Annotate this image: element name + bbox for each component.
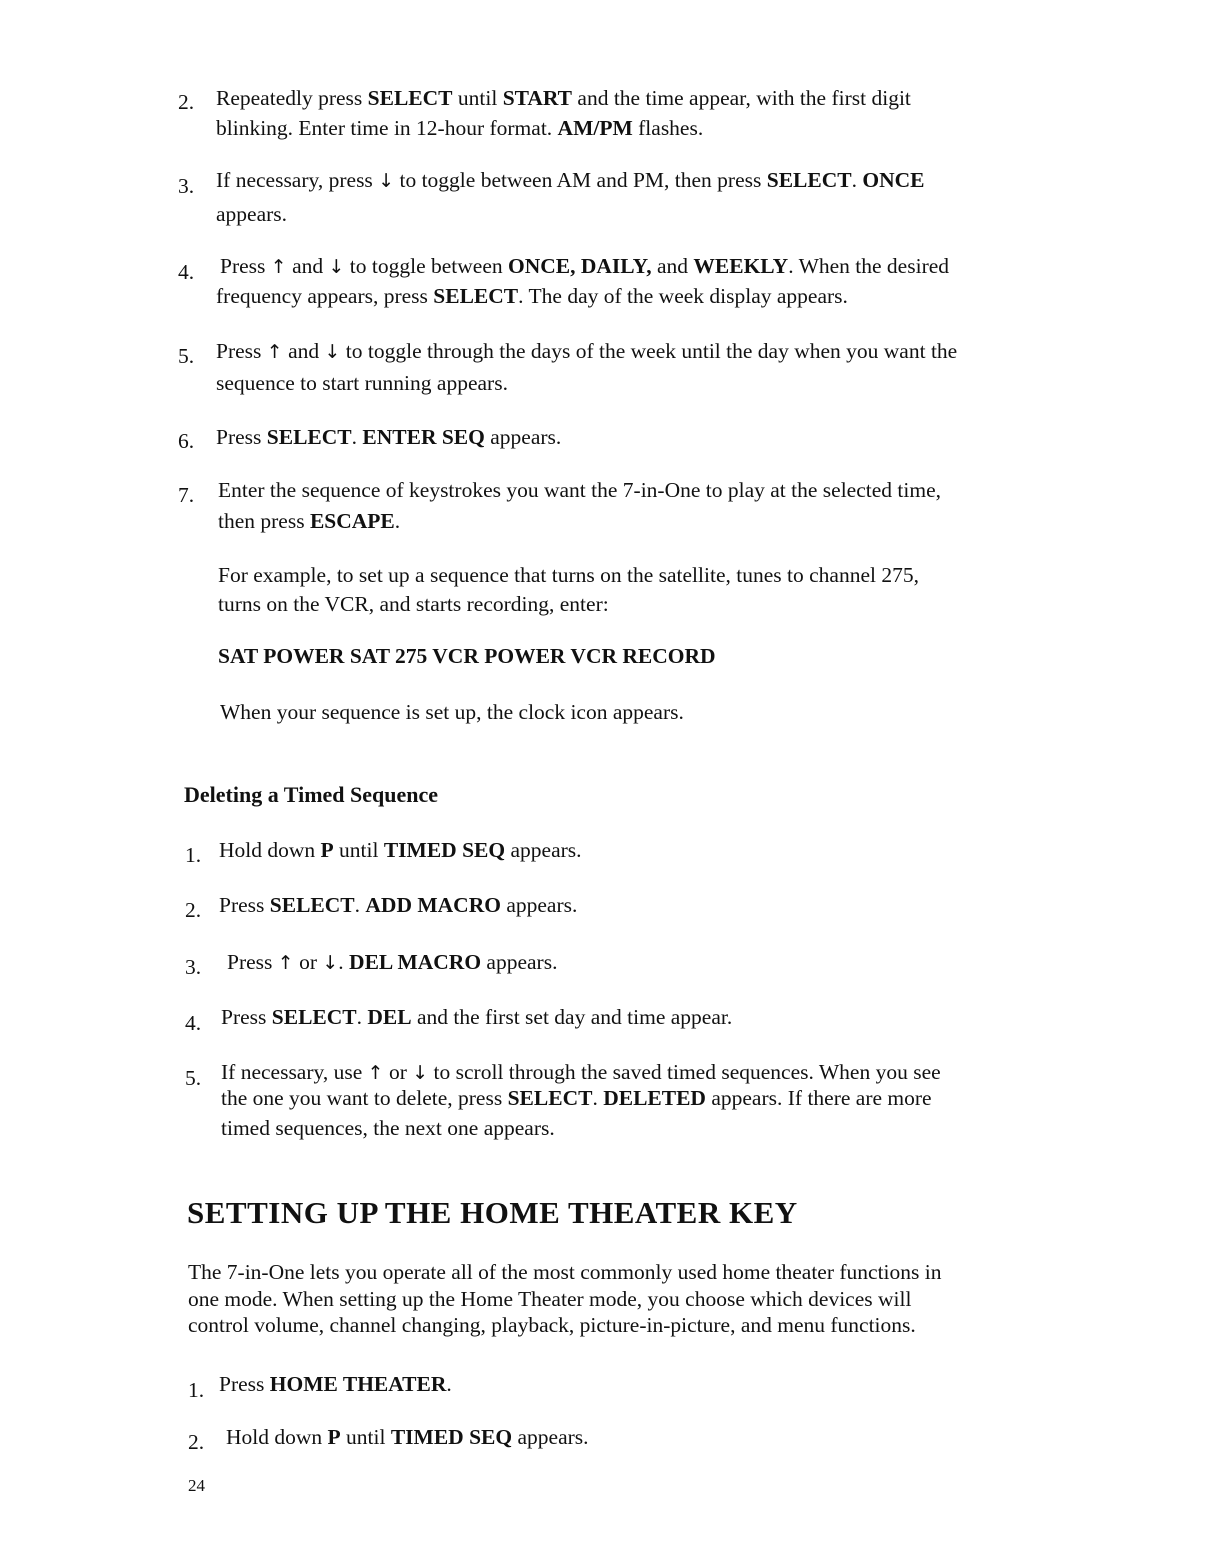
bold-keyword: DEL MACRO xyxy=(349,950,482,974)
bold-keyword: AM/PM xyxy=(557,116,633,140)
text-segment: appears. xyxy=(481,950,558,974)
text-segment: Press xyxy=(219,893,270,917)
example-sequence: SAT POWER SAT 275 VCR POWER VCR RECORD xyxy=(218,644,716,668)
step-number: 7. xyxy=(178,483,195,507)
step-line xyxy=(216,369,508,398)
bold-keyword: HOME THEATER xyxy=(269,1372,447,1396)
bold-keyword: SELECT xyxy=(266,425,352,449)
text-segment: . xyxy=(354,893,366,917)
step-number: 1. xyxy=(185,843,202,867)
bold-keyword: DELETED xyxy=(603,1086,706,1110)
section-heading: Deleting a Timed Sequence xyxy=(184,782,439,807)
text-segment: to scroll through the saved timed sequences. When you see xyxy=(428,1060,941,1084)
step-number: 6. xyxy=(178,429,195,453)
bold-keyword: P xyxy=(320,838,334,862)
bold-keyword: SELECT xyxy=(507,1086,593,1110)
text-segment: and xyxy=(282,339,325,363)
arrow-up-icon: ↑ xyxy=(266,341,283,363)
text-segment: until xyxy=(340,1425,391,1449)
step-number: 1. xyxy=(188,1378,205,1402)
bold-keyword: START xyxy=(502,86,573,110)
text-segment: then press xyxy=(218,509,310,533)
step-number: 3. xyxy=(178,174,195,198)
arrow-up-icon: ↑ xyxy=(277,952,294,974)
step-number: 2. xyxy=(185,898,202,922)
step-line xyxy=(218,507,400,536)
bold-keyword: DEL xyxy=(367,1005,412,1029)
text-segment: flashes. xyxy=(632,116,704,140)
text-segment: or xyxy=(383,1060,413,1084)
text-segment: . When the desired xyxy=(788,254,950,278)
text-segment: appears. xyxy=(216,202,288,226)
text-segment: Hold down xyxy=(226,1425,328,1449)
text-segment: and xyxy=(651,254,694,278)
step-number: 4. xyxy=(178,260,195,284)
bold-keyword: ONCE xyxy=(862,168,925,192)
text-segment: . xyxy=(338,950,350,974)
step-number: 4. xyxy=(185,1011,202,1035)
step-line xyxy=(221,1084,932,1113)
bold-keyword: ADD MACRO xyxy=(365,893,501,917)
bold-keyword: ONCE, DAILY, xyxy=(508,254,652,278)
text-segment: appears. xyxy=(484,425,562,449)
bold-keyword: SELECT xyxy=(367,86,453,110)
text-segment: appears. If there are more xyxy=(705,1086,932,1110)
bold-keyword: ESCAPE xyxy=(309,509,395,533)
bold-keyword: ENTER SEQ xyxy=(362,425,485,449)
bold-keyword: SELECT xyxy=(766,168,852,192)
step-line xyxy=(227,948,557,978)
step-line xyxy=(226,1423,589,1452)
text-segment: sequence to start running appears. xyxy=(216,371,508,395)
text-segment: . xyxy=(394,509,401,533)
example-text: turns on the VCR, and starts recording, enter: xyxy=(218,592,609,616)
text-segment: appears. xyxy=(500,893,578,917)
step-line xyxy=(216,84,911,113)
intro-line: one mode. When setting up the Home Theater mode, you choose which devices will xyxy=(188,1287,912,1311)
text-segment: until xyxy=(333,838,384,862)
step-line xyxy=(218,476,941,505)
text-segment: If necessary, press xyxy=(216,168,379,192)
arrow-down-icon: ↓ xyxy=(378,170,395,192)
text-segment: until xyxy=(452,86,503,110)
step-line xyxy=(216,423,561,452)
text-segment: . xyxy=(356,1005,368,1029)
arrow-up-icon: ↑ xyxy=(270,256,287,278)
text-segment: Press xyxy=(220,254,271,278)
text-segment: Enter the sequence of keystrokes you want the 7-in-One to play at the selected time, xyxy=(218,478,941,502)
text-segment: timed sequences, the next one appears. xyxy=(221,1116,555,1140)
bold-keyword: SELECT xyxy=(271,1005,357,1029)
arrow-down-icon: ↓ xyxy=(328,256,345,278)
arrow-down-icon: ↓ xyxy=(412,1062,429,1084)
step-line xyxy=(216,200,287,229)
step-line xyxy=(216,166,924,196)
arrow-up-icon: ↑ xyxy=(367,1062,384,1084)
page-number: 24 xyxy=(188,1476,205,1495)
step-line xyxy=(216,114,703,143)
text-segment: to toggle between xyxy=(344,254,509,278)
step-line xyxy=(221,1114,555,1143)
text-segment: blinking. Enter time in 12-hour format. xyxy=(216,116,558,140)
text-segment: Press xyxy=(219,1372,270,1396)
bold-keyword: SELECT xyxy=(269,893,355,917)
text-segment: or xyxy=(293,950,323,974)
text-segment: . xyxy=(851,168,863,192)
text-segment: and the time appear, with the first digit xyxy=(572,86,911,110)
text-segment: and the first set day and time appear. xyxy=(411,1005,733,1029)
bold-keyword: P xyxy=(327,1425,341,1449)
intro-line: The 7-in-One lets you operate all of the most commonly used home theater functions in xyxy=(188,1260,942,1284)
bold-keyword: SELECT xyxy=(433,284,519,308)
arrow-down-icon: ↓ xyxy=(322,952,339,974)
step-number: 5. xyxy=(178,344,195,368)
step-number: 2. xyxy=(188,1430,205,1454)
step-number: 2. xyxy=(178,90,195,114)
step-number: 5. xyxy=(185,1066,202,1090)
text-segment: appears. xyxy=(505,838,582,862)
text-segment: . xyxy=(592,1086,604,1110)
example-result: When your sequence is set up, the clock icon appears. xyxy=(220,700,684,724)
step-line xyxy=(219,836,582,865)
text-segment: Repeatedly press xyxy=(216,86,368,110)
arrow-down-icon: ↓ xyxy=(324,341,341,363)
text-segment: to toggle between AM and PM, then press xyxy=(394,168,767,192)
bold-keyword: TIMED SEQ xyxy=(390,1425,513,1449)
text-segment: and xyxy=(286,254,329,278)
text-segment: . xyxy=(446,1372,452,1396)
text-segment: Hold down xyxy=(219,838,321,862)
text-segment: Press xyxy=(216,339,267,363)
text-segment: . xyxy=(351,425,363,449)
text-segment: appears. xyxy=(512,1425,589,1449)
text-segment: the one you want to delete, press xyxy=(221,1086,508,1110)
intro-line: control volume, channel changing, playback, picture-in-picture, and menu functions. xyxy=(188,1313,916,1337)
text-segment: to toggle through the days of the week until the day when you want the xyxy=(340,339,958,363)
step-number: 3. xyxy=(185,955,202,979)
text-segment: frequency appears, press xyxy=(216,284,434,308)
step-line xyxy=(216,337,957,367)
step-line xyxy=(220,252,949,282)
text-segment: Press xyxy=(227,950,278,974)
bold-keyword: TIMED SEQ xyxy=(383,838,506,862)
example-text: For example, to set up a sequence that turns on the satellite, tunes to channel 275, xyxy=(218,563,919,587)
text-segment: . The day of the week display appears. xyxy=(518,284,848,308)
bold-keyword: WEEKLY xyxy=(693,254,789,278)
step-line xyxy=(216,282,848,311)
page-section-title: SETTING UP THE HOME THEATER KEY xyxy=(187,1195,798,1230)
text-segment: Press xyxy=(221,1005,272,1029)
step-line xyxy=(219,1370,452,1399)
step-line xyxy=(219,891,577,920)
text-segment: If necessary, use xyxy=(221,1060,368,1084)
text-segment: Press xyxy=(216,425,267,449)
step-line xyxy=(221,1003,732,1032)
